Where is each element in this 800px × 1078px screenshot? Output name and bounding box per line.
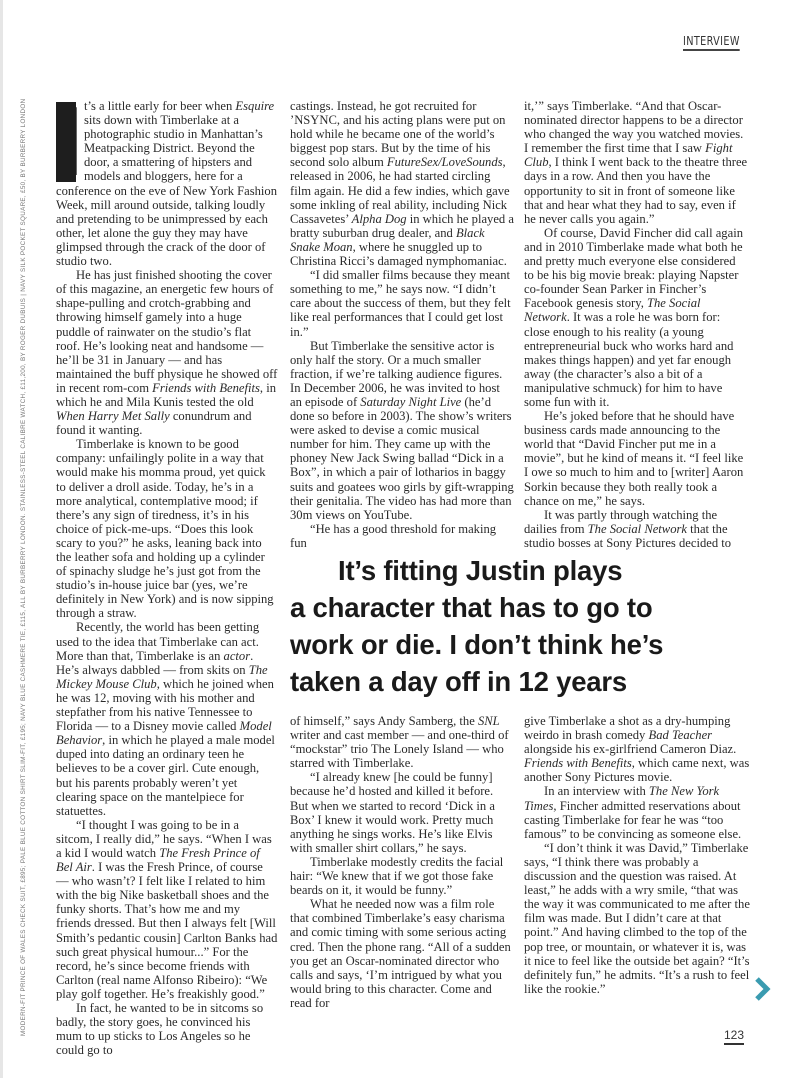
text-run: conundrum and found it wanting. [56, 409, 252, 438]
drop-cap: I [56, 86, 84, 196]
paragraph [524, 714, 750, 784]
text-run: alongside his ex-girlfriend Cameron Diaz. [524, 742, 737, 757]
pull-quote-line: It’s fitting Justin plays [338, 555, 623, 586]
text-run: “I did smaller films because they meant something to me,” he says now. “I didn’t care about the success of them, but they felt like real performances that I could get lost in.” [290, 268, 511, 339]
article-column-2-bottom [290, 714, 514, 1010]
text-run: “I already knew [he could be funny] because he’d hosted and killed it before. But when we started to record ‘Dick in a Box’ I knew it would work. Pretty much anything he sings works. He’s like Elvis with smaller shirt collars,” he says. [290, 770, 495, 855]
article-column-2-top [290, 99, 514, 550]
pull-quote [290, 552, 730, 700]
italic-title: Bad Teacher [648, 728, 713, 743]
paragraph [56, 818, 278, 1001]
italic-title: FutureSex/LoveSounds [386, 155, 503, 170]
paragraph [524, 784, 750, 840]
text-run: castings. Instead, he got recruited for ’NSYNC, and his acting plans were put on hold while he became one of the world’s biggest pop stars. But by the time of his second solo album [290, 99, 506, 170]
paragraph [524, 409, 748, 508]
page-number: 123 [724, 1028, 744, 1045]
text-run: sits down with Timberlake at a photographic studio in Manhattan’s Meatpacking District. Beyond the door, a smattering of hipsters and models and bloggers, here for a conference on the eve of New York Fashion Week, mill around outside, talking loudly and pretending to be unimpressed by each other, let alone the guy they may have glimpsed through the crack of the door of studio two. [56, 113, 278, 269]
paragraph [290, 855, 514, 897]
italic-title: Esquire [235, 99, 275, 113]
italic-title: Fight Club [524, 141, 733, 170]
text-run: Timberlake modestly credits the facial hair: “We knew that if we got those fake beards on it, it would be funny.” [290, 854, 504, 898]
text-run: In an interview with [544, 784, 649, 799]
text-run: t’s a little early for beer when [84, 99, 236, 113]
paragraph [524, 841, 750, 996]
article-column-3-bottom [524, 714, 750, 996]
text-run: writer and cast member — and one-third of “mockstar” trio The Lonely Island — who starred with Timberlake. [290, 728, 509, 771]
paragraph [56, 86, 278, 269]
text-run: In fact, he wanted to be in sitcoms so badly, the story goes, he convinced his mum to up sticks to Los Angeles so he could go to [56, 1001, 264, 1058]
text-run: , I think I went back to the theatre three days in a row. And then you have the opportunity to sit in front of someone like that and hear what they had to say, even if he never calls you again.” [524, 155, 748, 226]
italic-title: SNL [477, 714, 500, 728]
text-run: , which he joined when he was 12, moving with his mother and stepfather from his native Tennessee to Florida — to a Disney movie called [56, 676, 274, 734]
italic-title: Black Snake Moan [290, 225, 485, 254]
text-run: , Fincher admitted reservations about casting Timberlake for fear he was “too famous” to be convincing as someone else. [524, 798, 742, 841]
text-run: (he’d done so before in 2003). The show’s writers were asked to devise a comic musical number for him. They came up with the phoney New Jack Swing ballad “Dick in a Box”, in which a pair of lotharios in baggy suits and goatees woo girls by gift-wrapping their genitalia. The video has had more than 30m views on YouTube. [290, 394, 514, 522]
text-run: Of course, David Fincher did call again and in 2010 Timberlake made what both he and pretty much everyone else considered to be his big movie break: playing Napster co-founder Sean Parker in Fincher’s Facebook genesis story, [524, 225, 743, 311]
paragraph [524, 226, 748, 409]
text-run: , in which he and Mila Kunis tested the old [56, 380, 277, 409]
text-run: it,’” says Timberlake. “And that Oscar-nominated director happens to be a director who changed the way you watched movies. I remember the first time that I saw [524, 99, 744, 156]
text-run: Timberlake is known to be good company: unfailingly polite in a way that would make his momma proud, yet quick to deliver a droll aside. Today, he’s in a more analytical, contemplative mood; if there’s any sign of tiredness, it’s in his choice of pick-me-ups. “Does this look scary to you?” he asks, leaning back into the leather sofa and holding up a cylinder of spinachy sludge he’s just got from the studio’s in-house juice bar (yes, we’re definitely in New York) and is now sipping through a straw. [56, 437, 274, 621]
text-run: . He’s always dabbled — from skits on [56, 648, 254, 677]
text-run: “I thought I was going to be in a sitcom, I really did,” he says. “When I was a kid I would watch [56, 817, 272, 860]
italic-title: Model Behavior [56, 719, 272, 748]
pull-quote-line: work or die. I don’t think he’s [290, 629, 664, 660]
section-label: INTERVIEW [683, 34, 740, 51]
paragraph [290, 897, 514, 1010]
paragraph [290, 268, 514, 338]
fashion-credit: MODERN-FIT PRINCE OF WALES CHECK SUIT, £895; PALE BLUE COTTON SHIRT SLIM-FIT, £195; NAVY BLUE CASHMERE TIE, £115, ALL BY BURBERRY LONDON. STAINLESS-STEEL CALIBRE WATCH, £11,200, BY ROGER DUBUIS | NAVY SILK POCKET SQUARE, £50, BY BURBERRY LONDON [20, 98, 27, 1036]
paragraph [56, 268, 278, 437]
italic-title: The Mickey Mouse Club [56, 662, 268, 691]
text-run: But Timberlake the sensitive actor is only half the story. Or a much smaller fraction, if we’re talking audience figures. In December 2006, he was invited to host an episode of [290, 338, 503, 409]
next-page-chevron-icon[interactable] [752, 974, 772, 1004]
article-column-1 [56, 86, 278, 1058]
italic-title: Alpha Dog [351, 211, 407, 226]
pull-quote-line: taken a day off in 12 years [290, 666, 627, 697]
paragraph [290, 714, 514, 770]
paragraph [524, 508, 748, 550]
pull-quote-line: a character that has to go to [290, 592, 653, 623]
text-run: give Timberlake a shot as a dry-humping weirdo in brash comedy [524, 714, 731, 743]
text-run: Recently, the world has been getting used to the idea that Timberlake can act. More than that, Timberlake is an [56, 620, 260, 663]
paragraph [56, 437, 278, 620]
text-run: in which he played a bratty suburban drug dealer, and [290, 211, 514, 240]
italic-title: Friends with Benefits [152, 380, 260, 395]
paragraph [56, 1001, 278, 1057]
paragraph [56, 620, 278, 817]
text-run: . I was the Fresh Prince, of course — who wasn’t? I felt like I related to him with the big Nike basketball shoes and the funky shorts. That’s how me and my friends dressed. But then I always felt [Will Smith’s pedantic cousin] Carlton Banks had such great physical humour...” For the record, he’s since become friends with Carlton (real name Alfonso Ribeiro): “We play golf together. He’s freakishly good.” [56, 860, 278, 1001]
text-run: What he needed now was a film role that combined Timberlake’s easy charisma and comic timing with some serious acting cred. Then the phone rang. “All of a sudden you get an Oscar-nominated director who calls and says, ‘I’m intrigued by what you would bring to this character. Come and read for [290, 897, 511, 1010]
italic-title: Friends with Benefits [524, 756, 632, 771]
paragraph [290, 99, 514, 268]
text-run: that the studio bosses at Sony Pictures decided to [524, 521, 732, 550]
paragraph [290, 522, 514, 550]
page-edge [0, 0, 3, 1078]
text-run: , which came next, was another Sony Pictures movie. [524, 756, 750, 785]
text-run: . It was a role he was born for: close enough to his reality (a young entrepreneurial buck who works hard and makes things happen) and yet far enough away (the character’s also a bit of a manipulative schmuck) for him to have some fun with it. [524, 310, 734, 409]
italic-title: The Social Network [524, 296, 701, 325]
italic-title: When Harry Met Sally [56, 409, 170, 424]
italic-title: Saturday Night Live [360, 394, 462, 409]
text-run: He has just finished shooting the cover of this magazine, an energetic few hours of shape-pulling and crotch-grabbing and throwing himself gamely into a huge puddle of rainwater on the studio’s flat roof. He’s looking neat and handsome — he’ll be 31 in January — and has maintained the buff physique he showed off in recent rom-com [56, 268, 278, 395]
italic-title: actor [223, 648, 251, 663]
italic-title: The Fresh Prince of Bel Air [56, 845, 260, 875]
paragraph [290, 339, 514, 522]
text-run: , in which he played a male model duped into dating an ordinary teen he believes to be a cover girl. Cute enough, but his parents probably weren’t yet clearing space on the mantelpiece for statuettes. [56, 733, 275, 818]
italic-title: The Social Network [587, 521, 687, 536]
text-run: of himself,” says Andy Samberg, the [290, 714, 478, 728]
italic-title: The New York Times [524, 784, 720, 813]
paragraph [524, 99, 748, 226]
text-run: It was partly through watching the dailies from [524, 507, 718, 536]
paragraph [290, 770, 514, 855]
article-column-3-top [524, 99, 748, 550]
text-run: He’s joked before that he should have business cards made announcing to the world that “David Fincher put me in a movie”, but he kind of means it. “I feel like I owe so much to him and to [writer] Aaron Sorkin because they both really took a chance on me,” he says. [524, 409, 744, 508]
text-run: , where he snuggled up to Christina Ricci’s damaged nymphomaniac. [290, 239, 507, 269]
text-run: , released in 2006, he had started circling film again. He did a few indies, which gave some inkling of real ability, including Nick Cassavetes’ [290, 155, 510, 226]
text-run: “He has a good threshold for making fun [290, 521, 497, 550]
text-run: “I don’t think it was David,” Timberlake says, “I think there was probably a discussion and the question was raised. At least,” he adds with a wry smile, “that was the way it was communicated to me after the film was made. But I didn’t care at that point.” And having climbed to the top of the pop tree, or mountain, or whatever it is, was it nice to feel like the outside bet again? “It’s definitely fun,” he admits. “It’s a rush to feel like the rookie.” [524, 840, 750, 996]
